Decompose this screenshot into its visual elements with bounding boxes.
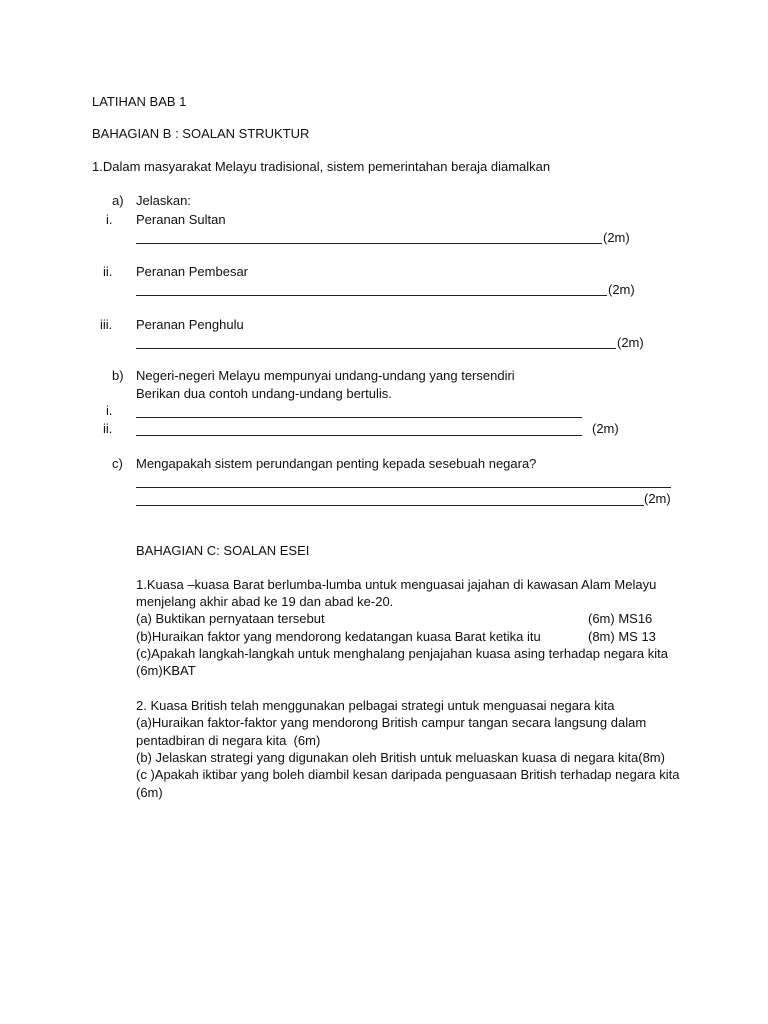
essay-1-a-text: (a) Buktikan pernyataan tersebut bbox=[136, 611, 325, 626]
part-a-iii-text: Peranan Penghulu bbox=[136, 317, 244, 332]
part-a-letter: a) bbox=[112, 193, 124, 208]
part-b-ii-numeral: ii. bbox=[103, 421, 113, 436]
essay-1-c-marks: (6m)KBAT bbox=[136, 663, 196, 678]
part-a-iii-marks: (2m) bbox=[617, 335, 644, 350]
section-b-title: BAHAGIAN B : SOALAN STRUKTUR bbox=[92, 126, 310, 141]
part-a-iii-numeral: iii. bbox=[100, 317, 113, 332]
essay-1-b-marks: (8m) MS 13 bbox=[588, 629, 656, 644]
part-a-ii-text: Peranan Pembesar bbox=[136, 264, 249, 279]
essay-1-a-marks: (6m) MS16 bbox=[588, 611, 653, 626]
part-b-letter: b) bbox=[112, 368, 124, 383]
part-c-prompt: Mengapakah sistem perundangan penting kepada sesebuah negara? bbox=[136, 456, 537, 471]
answer-line bbox=[136, 435, 582, 436]
answer-line bbox=[136, 487, 671, 488]
essay-1-line-1: 1.Kuasa –kuasa Barat berlumba-lumba untuk menguasai jajahan di kawasan Alam Melayu bbox=[136, 577, 657, 592]
essay-2-line-2: (a)Huraikan faktor-faktor yang mendorong British campur tangan secara langsung dalam bbox=[136, 715, 647, 730]
answer-line bbox=[136, 348, 616, 349]
answer-line bbox=[136, 243, 602, 244]
essay-2-line-1: 2. Kuasa British telah menggunakan pelbagai strategi untuk menguasai negara kita bbox=[136, 698, 615, 713]
part-b-i-numeral: i. bbox=[106, 403, 113, 418]
essay-1-line-2: menjelang akhir abad ke 19 dan abad ke-20. bbox=[136, 594, 394, 609]
part-c-letter: c) bbox=[112, 456, 123, 471]
worksheet-title: LATIHAN BAB 1 bbox=[92, 94, 187, 109]
part-c-marks: (2m) bbox=[644, 491, 671, 506]
answer-line bbox=[136, 417, 582, 418]
part-a-ii-marks: (2m) bbox=[608, 282, 635, 297]
part-b-marks: (2m) bbox=[592, 421, 619, 436]
essay-2-line-6: (6m) bbox=[136, 785, 163, 800]
part-a-prompt: Jelaskan: bbox=[136, 193, 191, 208]
part-b-line-1: Negeri-negeri Melayu mempunyai undang-undang yang tersendiri bbox=[136, 368, 515, 383]
part-a-i-numeral: i. bbox=[106, 212, 113, 227]
essay-1-c-text: (c)Apakah langkah-langkah untuk menghalang penjajahan kuasa asing terhadap negara kita bbox=[136, 646, 668, 661]
part-a-i-marks: (2m) bbox=[603, 230, 630, 245]
question-1-stem: 1.Dalam masyarakat Melayu tradisional, sistem pemerintahan beraja diamalkan bbox=[92, 159, 551, 174]
part-b-line-2: Berikan dua contoh undang-undang bertulis. bbox=[136, 386, 392, 401]
essay-1-b-text: (b)Huraikan faktor yang mendorong kedatangan kuasa Barat ketika itu bbox=[136, 629, 541, 644]
part-a-ii-numeral: ii. bbox=[103, 264, 113, 279]
answer-line bbox=[136, 295, 607, 296]
section-c-title: BAHAGIAN C: SOALAN ESEI bbox=[136, 543, 310, 558]
answer-line bbox=[136, 505, 644, 506]
essay-2-line-4: (b) Jelaskan strategi yang digunakan oleh British untuk meluaskan kuasa di negara kita(8m) bbox=[136, 750, 665, 765]
part-a-i-text: Peranan Sultan bbox=[136, 212, 226, 227]
essay-2-line-5: (c )Apakah iktibar yang boleh diambil kesan daripada penguasaan British terhadap negara kita bbox=[136, 767, 680, 782]
essay-2-line-3: pentadbiran di negara kita (6m) bbox=[136, 733, 321, 748]
